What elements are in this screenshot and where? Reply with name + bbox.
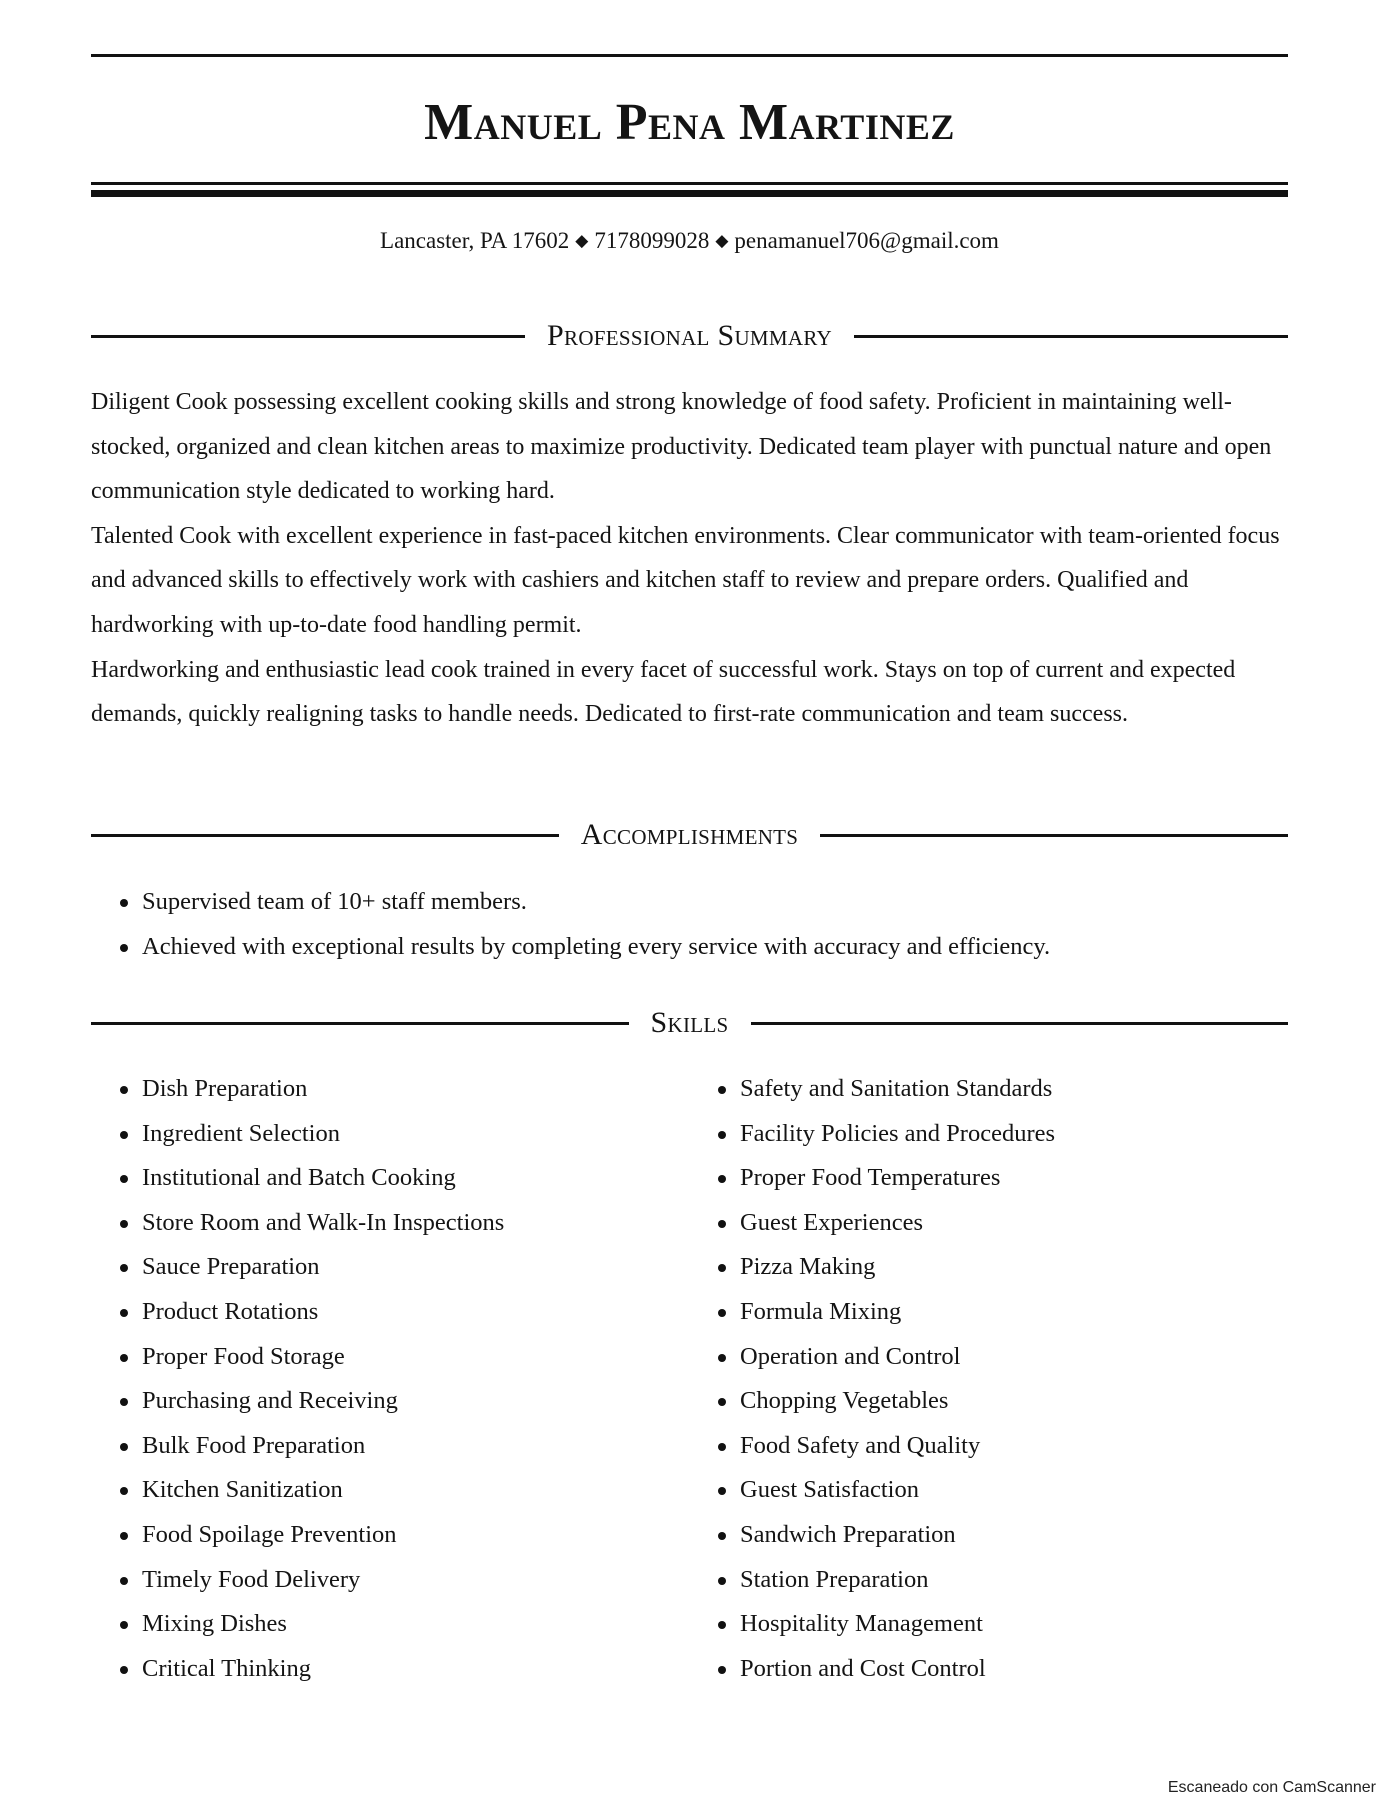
list-item: Product Rotations bbox=[91, 1290, 689, 1335]
list-item: Bulk Food Preparation bbox=[91, 1424, 689, 1469]
heading-rule bbox=[854, 335, 1288, 338]
heading-rule bbox=[91, 335, 525, 338]
list-item: Food Spoilage Prevention bbox=[91, 1513, 689, 1558]
list-item: Proper Food Storage bbox=[91, 1335, 689, 1380]
list-item: Operation and Control bbox=[689, 1335, 1288, 1380]
list-item: Institutional and Batch Cooking bbox=[91, 1156, 689, 1201]
summary-paragraph: Hardworking and enthusiastic lead cook trained in every facet of successful work. Stays on top of current and expected demands, quickly realigning tasks to handle needs. Dedicated to first-rate communication and team success. bbox=[91, 656, 1236, 728]
list-item: Food Safety and Quality bbox=[689, 1424, 1288, 1469]
skills-list-right bbox=[689, 1067, 1288, 1691]
list-item: Supervised team of 10+ staff members. bbox=[91, 880, 1288, 925]
list-item: Chopping Vegetables bbox=[689, 1379, 1288, 1424]
list-item: Store Room and Walk-In Inspections bbox=[91, 1201, 689, 1246]
contact-location: Lancaster, PA 17602 bbox=[380, 228, 570, 253]
accomplishments-heading bbox=[91, 815, 1288, 855]
contact-email: penamanuel706@gmail.com bbox=[734, 228, 999, 253]
list-item: Portion and Cost Control bbox=[689, 1647, 1288, 1692]
heading-rule bbox=[91, 1022, 629, 1025]
contact-phone: 7178099028 bbox=[594, 228, 710, 253]
heading-rule bbox=[820, 834, 1288, 837]
summary-title: Professional Summary bbox=[547, 319, 832, 352]
list-item: Dish Preparation bbox=[91, 1067, 689, 1112]
heading-rule bbox=[751, 1022, 1289, 1025]
list-item: Station Preparation bbox=[689, 1558, 1288, 1603]
list-item: Ingredient Selection bbox=[91, 1112, 689, 1157]
skills-heading bbox=[91, 1003, 1288, 1043]
summary-paragraph: Diligent Cook possessing excellent cooking skills and strong knowledge of food safety. Proficient in maintaining well-stocked, organized and clean kitchen areas to maximize productivity. Dedicated team player with punctual nature and open communication style dedicated to working hard. bbox=[91, 389, 1272, 505]
skills-list-left bbox=[91, 1067, 689, 1691]
skills-title: Skills bbox=[650, 1006, 729, 1039]
list-item: Sauce Preparation bbox=[91, 1245, 689, 1290]
diamond-separator-icon: ◆ bbox=[715, 231, 729, 250]
list-item: Critical Thinking bbox=[91, 1647, 689, 1692]
list-item: Hospitality Management bbox=[689, 1602, 1288, 1647]
list-item: Pizza Making bbox=[689, 1245, 1288, 1290]
accomplishments-title: Accomplishments bbox=[580, 818, 799, 851]
summary-heading bbox=[91, 316, 1288, 356]
header-top-rule bbox=[91, 54, 1288, 57]
heading-rule bbox=[91, 834, 559, 837]
header-rule-thin bbox=[91, 182, 1288, 185]
list-item: Kitchen Sanitization bbox=[91, 1468, 689, 1513]
list-item: Guest Experiences bbox=[689, 1201, 1288, 1246]
scanner-watermark: Escaneado con CamScanner bbox=[1167, 1779, 1376, 1796]
list-item: Mixing Dishes bbox=[91, 1602, 689, 1647]
list-item: Purchasing and Receiving bbox=[91, 1379, 689, 1424]
list-item: Sandwich Preparation bbox=[689, 1513, 1288, 1558]
list-item: Timely Food Delivery bbox=[91, 1558, 689, 1603]
list-item: Proper Food Temperatures bbox=[689, 1156, 1288, 1201]
list-item: Formula Mixing bbox=[689, 1290, 1288, 1335]
list-item: Achieved with exceptional results by completing every service with accuracy and efficiency. bbox=[91, 925, 1288, 970]
summary-paragraph: Talented Cook with excellent experience in fast-paced kitchen environments. Clear communicator with team-oriented focus and advanced skills to effectively work with cashiers and kitchen staff to review and prepare orders. Qualified and hardworking with up-to-date food handling permit. bbox=[91, 522, 1280, 638]
candidate-name: Manuel Pena Martinez bbox=[424, 94, 955, 151]
header-rule-thick bbox=[91, 190, 1288, 197]
list-item: Safety and Sanitation Standards bbox=[689, 1067, 1288, 1112]
accomplishments-list bbox=[91, 880, 1288, 969]
list-item: Facility Policies and Procedures bbox=[689, 1112, 1288, 1157]
contact-line bbox=[91, 226, 1288, 258]
diamond-separator-icon: ◆ bbox=[575, 231, 589, 250]
list-item: Guest Satisfaction bbox=[689, 1468, 1288, 1513]
summary-body bbox=[91, 380, 1288, 737]
